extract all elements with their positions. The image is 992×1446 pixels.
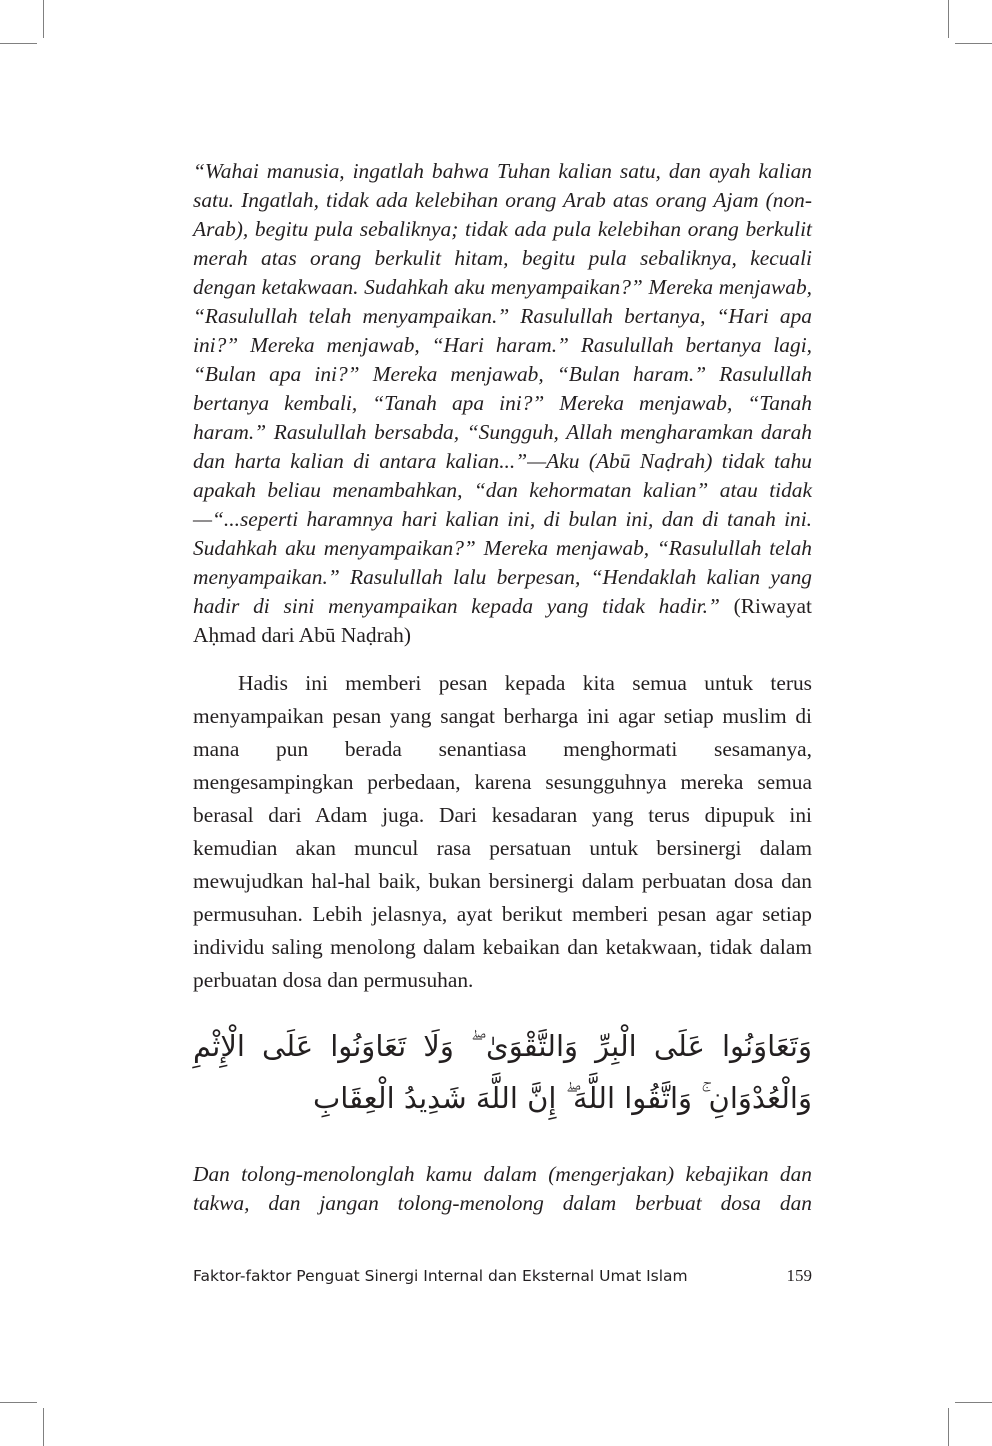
- crop-mark-bottom-right-h: [955, 1402, 992, 1403]
- page-number: 159: [786, 1266, 812, 1285]
- crop-mark-bottom-left-h: [0, 1402, 37, 1403]
- crop-mark-top-left-v: [43, 0, 44, 38]
- quran-verse-arabic: وَتَعَاوَنُوا عَلَى الْبِرِّ وَالتَّقْوَىٰ ۖ وَلَا تَعَاوَنُوا عَلَى الْإِثْمِ وَالْعُدْوَانِ ۚ وَاتَّقُوا اللَّهَ ۖ إِنَّ اللَّهَ شَدِيدُ الْعِقَابِ: [193, 1029, 812, 1115]
- body-paragraph: Hadis ini memberi pesan kepada kita semua untuk terus menyampaikan pesan yang sangat berharga ini agar setiap muslim di mana pun berada senantiasa menghormati sesamanya, mengesampingkan perbedaan, karena sesungguhnya mereka semua berasal dari Adam juga. Dari kesadaran yang terus dipupuk ini kemudian akan muncul rasa persatuan untuk bersinergi dalam mewujudkan hal-hal baik, bukan bersinergi dalam perbuatan dosa dan permusuhan. Lebih jelasnya, ayat berikut memberi pesan agar setiap individu saling menolong dalam kebaikan dan ketakwaan, tidak dalam perbuatan dosa dan permusuhan.: [193, 671, 812, 992]
- page-footer: [193, 1266, 812, 1286]
- crop-mark-top-left-h: [0, 43, 37, 44]
- hadith-source: (Riwayat Aḥmad dari Abū Naḍrah): [193, 594, 812, 647]
- hadith-quote-text: “Wahai manusia, ingatlah bahwa Tuhan kalian satu, dan ayah kalian satu. Ingatlah, tidak ada kelebihan orang Arab atas orang Ajam (non-Arab), begitu pula sebaliknya; tidak ada pula kelebihan orang berkulit merah atas orang berkulit hitam, begitu pula sebaliknya, kecuali dengan ketakwaan. Sudahkah aku menyampaikan?” Mereka menjawab, “Rasulullah telah menyampaikan.” Rasulullah bertanya, “Hari apa ini?” Mereka menjawab, “Hari haram.” Rasulullah bertanya lagi, “Bulan apa ini?” Mereka menjawab, “Bulan haram.” Rasulullah bertanya kembali, “Tanah apa ini?” Mereka menjawab, “Tanah haram.” Rasulullah bersabda, “Sungguh, Allah mengharamkan darah dan harta kalian di antara kalian...”—Aku (Abū Naḍrah) tidak tahu apakah beliau menambahkan, “dan kehormatan kalian” atau tidak—“...seperti haramnya hari kalian ini, di bulan ini, dan di tanah ini. Sudahkah aku menyampaikan?” Mereka menjawab, “Rasulullah telah menyampaikan.” Rasulullah lalu berpesan, “Hendaklah kalian yang hadir di sini menyampaikan kepada yang tidak hadir.”: [193, 159, 812, 618]
- crop-mark-bottom-right-v: [948, 1408, 949, 1446]
- hadith-quote: [193, 157, 812, 650]
- verse-translation: Dan tolong-menolonglah kamu dalam (mengerjakan) kebajikan dan takwa, dan jangan tolong-menolong dalam berbuat dosa dan: [193, 1162, 812, 1215]
- crop-mark-top-right-v: [948, 0, 949, 38]
- crop-mark-top-right-h: [955, 43, 992, 44]
- crop-mark-bottom-left-v: [43, 1408, 44, 1446]
- running-title: Faktor-faktor Penguat Sinergi Internal dan Eksternal Umat Islam: [193, 1267, 688, 1285]
